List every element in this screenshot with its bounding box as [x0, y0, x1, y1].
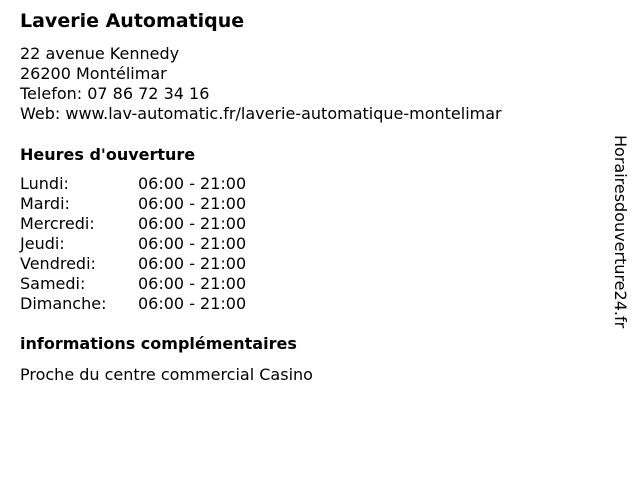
page-title: Laverie Automatique: [20, 10, 245, 32]
hours-row: [20, 274, 246, 294]
day-label: Samedi:: [20, 274, 86, 293]
site-watermark: Horairesdouverture24.fr: [611, 135, 630, 329]
postal-city: 26200 Montélimar: [20, 64, 167, 83]
website: Web: www.lav-automatic.fr/laverie-automatique-montelimar: [20, 104, 502, 123]
day-label: Mercredi:: [20, 214, 95, 233]
hours-row: [20, 214, 246, 234]
time-range: 06:00 - 21:00: [138, 194, 247, 213]
street-address: 22 avenue Kennedy: [20, 44, 180, 63]
additional-info-text: Proche du centre commercial Casino: [20, 365, 313, 384]
additional-info-heading: informations complémentaires: [20, 334, 297, 353]
address-block: [20, 44, 502, 124]
time-range: 06:00 - 21:00: [138, 294, 247, 313]
hours-row: [20, 194, 246, 214]
time-range: 06:00 - 21:00: [138, 214, 247, 233]
time-range: 06:00 - 21:00: [138, 174, 247, 193]
day-label: Jeudi:: [20, 234, 65, 253]
opening-hours-heading: Heures d'ouverture: [20, 145, 196, 164]
hours-row: [20, 234, 246, 254]
day-label: Lundi:: [20, 174, 69, 193]
hours-row: [20, 254, 246, 274]
day-label: Vendredi:: [20, 254, 96, 273]
day-label: Dimanche:: [20, 294, 107, 313]
time-range: 06:00 - 21:00: [138, 274, 247, 293]
hours-row: [20, 294, 246, 314]
day-label: Mardi:: [20, 194, 70, 213]
phone-number: Telefon: 07 86 72 34 16: [20, 84, 210, 103]
opening-hours-list: [20, 174, 246, 314]
time-range: 06:00 - 21:00: [138, 254, 247, 273]
hours-row: [20, 174, 246, 194]
time-range: 06:00 - 21:00: [138, 234, 247, 253]
